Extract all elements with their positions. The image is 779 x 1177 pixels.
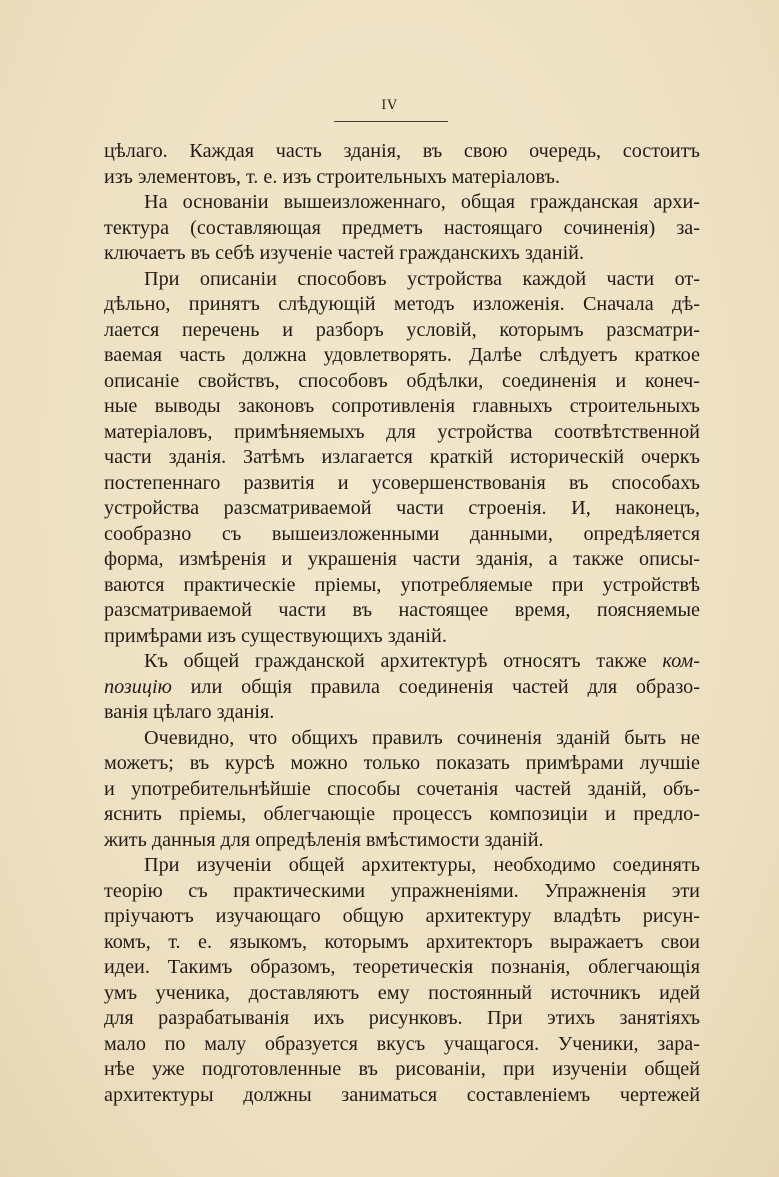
italic-term: позицію (104, 675, 172, 698)
header-rule (334, 121, 448, 122)
text-line: и употребительнѣйшіе способы сочетанія частей зданій, объ- (104, 777, 700, 800)
text-line: ванія цѣлаго зданія. (104, 701, 275, 723)
text-line: На основаніи вышеизложеннаго, общая гражданская архи- (144, 191, 700, 213)
paragraph-1 (104, 139, 700, 190)
text-line: разсматриваемой части въ настоящее время, поясняемые (104, 599, 700, 621)
italic-term: ком- (662, 650, 700, 672)
text-line: мало по малу образуется вкусъ учащагося. Ученики, зара- (104, 1032, 700, 1055)
text-line: изъ элементовъ, т. е. изъ строительныхъ матеріаловъ. (104, 165, 561, 188)
text-line: идеи. Такимъ образомъ, теоретическія познанія, облегчающія (104, 956, 700, 978)
text-line: части зданія. Затѣмъ излагается краткій историческій очеркъ (104, 446, 700, 468)
text-line (104, 675, 700, 701)
text-line: ключаетъ въ себѣ изученіе частей гражданскихъ зданій. (104, 242, 585, 264)
paragraph-6 (104, 853, 700, 1108)
text-line: сообразно съ вышеизложенными данными, опредѣляется (104, 522, 700, 545)
text-line: жить данныя для опредѣленія вмѣстимости зданій. (104, 828, 544, 851)
text-line: ные выводы законовъ сопротивленія главныхъ строительныхъ (104, 395, 700, 417)
paragraph-2 (104, 190, 700, 267)
text-run: Къ общей гражданской архитектурѣ относятъ также (144, 650, 663, 672)
text-line: архитектуры должны заниматься составленіемъ чертежей (104, 1083, 700, 1106)
text-line: ваемая часть должна удовлетворять. Далѣе слѣдуетъ краткое (104, 344, 700, 366)
text-line: ваются практическіе пріемы, употребляемые при устройствѣ (104, 573, 700, 596)
text-line: примѣрами изъ существующихъ зданій. (104, 624, 447, 647)
page-number: IV (381, 98, 398, 113)
text-line: теорію съ практическими упражненіями. Упражненія эти (104, 879, 700, 902)
text-line: При изученіи общей архитектуры, необходимо соединять (144, 854, 700, 876)
text-line: При описаніи способовъ устройства каждой части от- (144, 267, 700, 290)
body-text (104, 139, 700, 1108)
text-line: постепеннаго развитія и усовершенствованія въ способахъ (104, 471, 700, 494)
text-line: для разрабатыванія ихъ рисунковъ. При этихъ занятіяхъ (104, 1007, 700, 1029)
text-line: комъ, т. е. языкомъ, которымъ архитекторъ выражаетъ свои (104, 930, 700, 953)
text-line: тектура (составляющая предметъ настоящаго сочиненія) за- (104, 216, 700, 239)
text-line: нѣе уже подготовленные въ рисованіи, при изученіи общей (104, 1058, 700, 1080)
text-line: умъ ученика, доставляютъ ему постоянный источникъ идей (104, 981, 700, 1004)
text-line: яснить пріемы, облегчающіе процессъ композиціи и предло- (104, 803, 700, 825)
text-line: цѣлаго. Каждая часть зданія, въ свою очередь, состоитъ (104, 140, 700, 162)
text-line: пріучаютъ изучающаго общую архитектуру владѣть рисун- (104, 905, 700, 927)
text-line: лается перечень и разборъ условій, которымъ разсматри- (104, 318, 700, 341)
text-run: или общія правила соединенія частей для образо- (171, 675, 700, 698)
text-line: описаніе свойствъ, способовъ обдѣлки, соединенія и конеч- (104, 369, 700, 392)
text-line: дѣльно, принятъ слѣдующій методъ изложенія. Сначала дѣ- (104, 293, 700, 315)
text-line: устройства разсматриваемой части строенія. И, наконецъ, (104, 497, 700, 519)
text-line: матеріаловъ, примѣняемыхъ для устройства соотвѣтственной (104, 420, 700, 443)
text-line: форма, измѣренія и украшенія части зданія, а также описы- (104, 548, 700, 570)
paragraph-5 (104, 726, 700, 854)
text-line: Очевидно, что общихъ правилъ сочиненія зданій быть не (144, 726, 700, 749)
paragraph-3 (104, 267, 700, 650)
text-line (104, 649, 700, 675)
paragraph-4 (104, 649, 700, 726)
text-line: можетъ; въ курсѣ можно только показать примѣрами лучшіе (104, 752, 700, 774)
